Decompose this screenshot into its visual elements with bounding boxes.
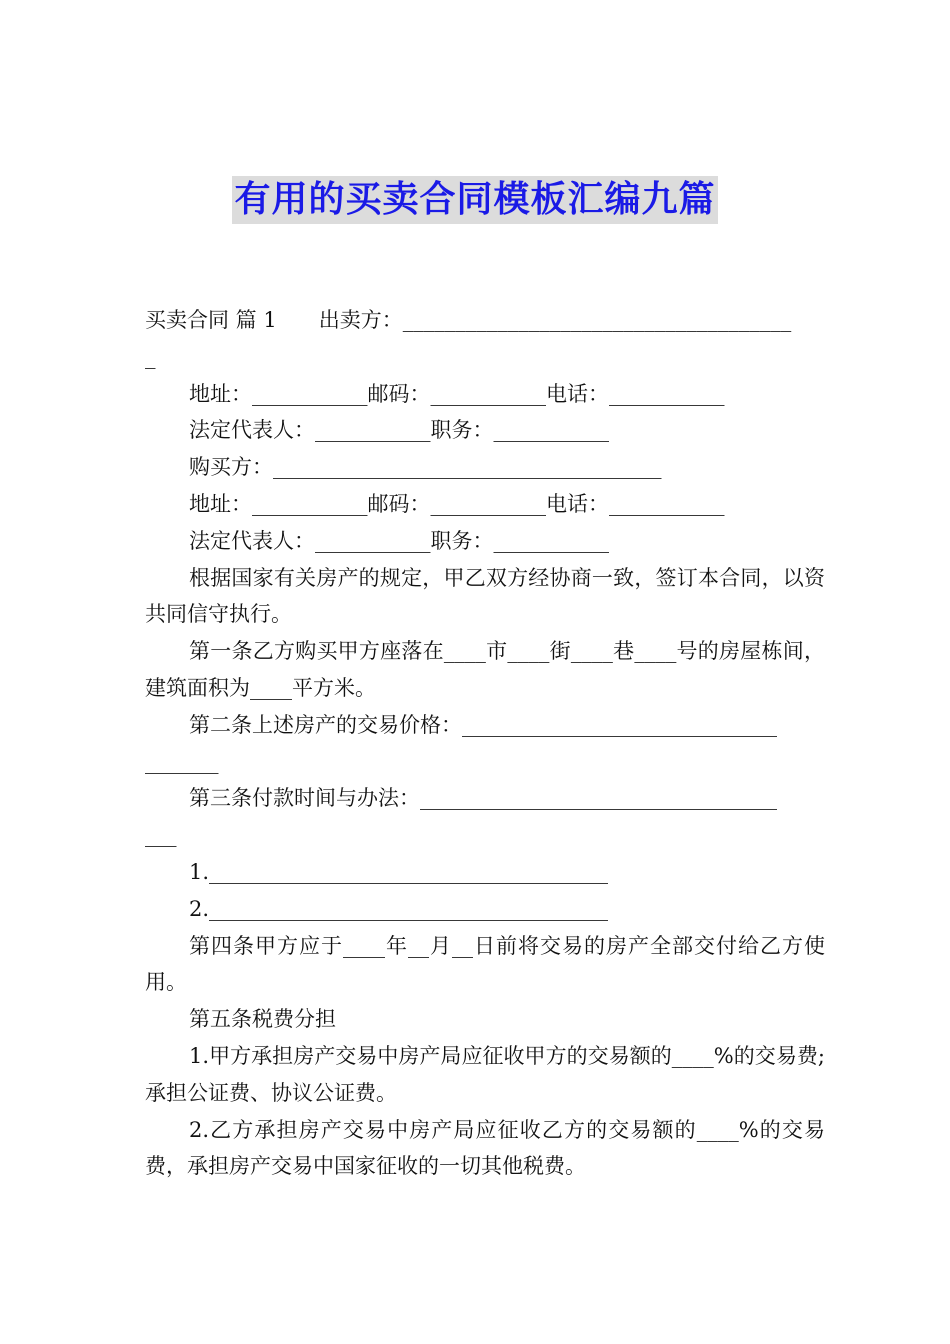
- seller-line-continuation: _: [145, 344, 156, 369]
- article-2-line: 第二条上述房产的交易价格：______________________________: [189, 712, 777, 737]
- payment-item-2: 2.______________________________________: [189, 896, 609, 921]
- preamble-paragraph: 根据国家有关房产的规定，甲乙双方经协商一致，签订本合同，以资共同信守执行。: [145, 565, 825, 627]
- article-4-paragraph: 第四条甲方应于____年__月__日前将交易的房产全部交付给乙方使用。: [145, 933, 825, 995]
- buyer-line: 购买方：_____________________________________: [189, 455, 662, 480]
- buyer-address-line: 地址：___________邮码：___________电话：___________: [189, 491, 725, 516]
- article-2-continuation: _______: [145, 749, 219, 774]
- tax-item-1-paragraph: 1.甲方承担房产交易中房产局应征收甲方的交易额的____%的交易费;承担公证费、协议公证费。: [145, 1043, 825, 1105]
- document-body: [145, 302, 825, 1185]
- article-3-continuation: ___: [145, 823, 177, 848]
- article-3-line: 第三条付款时间与办法：__________________________________: [189, 786, 777, 811]
- article-5-heading: 第五条税费分担: [189, 1007, 336, 1032]
- seller-address-line: 地址：___________邮码：___________电话：___________: [189, 381, 725, 406]
- article-1-paragraph: 第一条乙方购买甲方座落在____市____街____巷____号的房屋栋间，建筑面积为____平方米。: [145, 639, 825, 700]
- tax-item-2-paragraph: 2.乙方承担房产交易中房产局应征收乙方的交易额的____%的交易费，承担房产交易中国家征收的一切其他税费。: [145, 1117, 825, 1179]
- buyer-representative-line: 法定代表人：___________职务：___________: [189, 528, 609, 553]
- seller-representative-line: 法定代表人：___________职务：___________: [189, 418, 609, 443]
- seller-line: 买卖合同 篇 1 出卖方：_____________________________________: [145, 308, 792, 332]
- title-container: [0, 176, 950, 224]
- document-title: 有用的买卖合同模板汇编九篇: [232, 176, 717, 224]
- payment-item-1: 1.______________________________________: [189, 859, 609, 884]
